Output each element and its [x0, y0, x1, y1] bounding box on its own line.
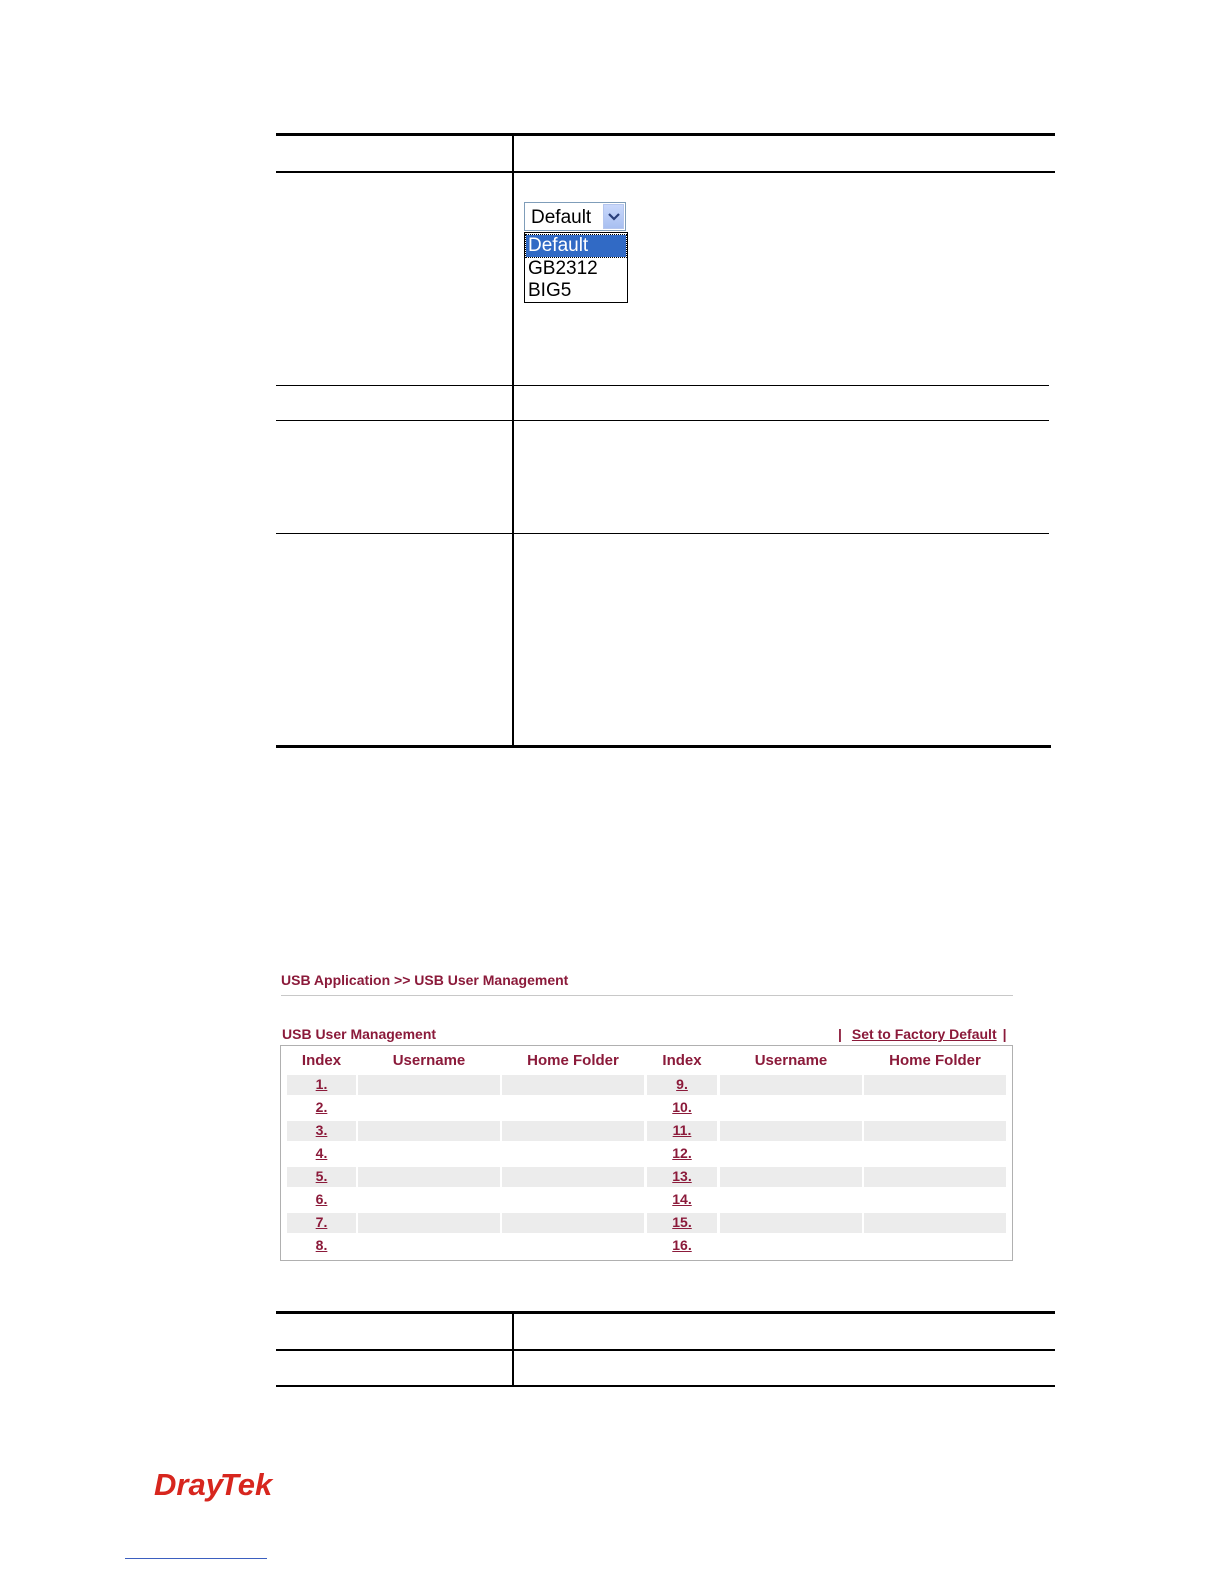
- table-rule: [276, 171, 1055, 173]
- username-cell: [720, 1190, 862, 1210]
- set-factory-default-link[interactable]: Set to Factory Default: [851, 1026, 997, 1042]
- factory-default-area: [838, 1026, 1007, 1042]
- user-index-link[interactable]: 8.: [315, 1237, 328, 1253]
- username-cell: [358, 1190, 500, 1210]
- home-folder-cell: [502, 1144, 644, 1164]
- table-rule: [276, 533, 1049, 534]
- index-cell: [287, 1144, 356, 1164]
- table-rule: [276, 1311, 1055, 1314]
- column-header-home-folder: Home Folder: [527, 1052, 619, 1069]
- home-folder-cell: [864, 1144, 1006, 1164]
- username-cell: [720, 1236, 862, 1256]
- user-index-link[interactable]: 11.: [672, 1122, 692, 1138]
- home-folder-cell: [502, 1236, 644, 1256]
- home-folder-cell: [864, 1236, 1006, 1256]
- separator: |: [838, 1026, 842, 1042]
- svg-text:Dray: Dray: [154, 1467, 223, 1502]
- username-cell: [358, 1075, 500, 1095]
- user-index-link[interactable]: 10.: [672, 1099, 692, 1115]
- username-cell: [720, 1144, 862, 1164]
- username-cell: [358, 1167, 500, 1187]
- draytek-logo-image: [152, 1466, 284, 1506]
- column-header-index: Index: [301, 1052, 342, 1069]
- index-cell: [287, 1075, 356, 1095]
- svg-text:Tek: Tek: [220, 1467, 273, 1502]
- home-folder-cell: [864, 1213, 1006, 1233]
- table-rule: [276, 1385, 1055, 1387]
- home-folder-cell: [502, 1190, 644, 1210]
- chevron-down-icon: [608, 212, 620, 222]
- home-folder-cell: [502, 1075, 644, 1095]
- column-header-username: Username: [392, 1052, 466, 1069]
- username-cell: [358, 1213, 500, 1233]
- index-cell: [287, 1098, 356, 1118]
- home-folder-cell: [502, 1213, 644, 1233]
- column-header-username: Username: [754, 1052, 828, 1069]
- user-index-link[interactable]: 2.: [315, 1099, 328, 1115]
- user-index-link[interactable]: 13.: [672, 1168, 692, 1184]
- column-divider: [512, 1311, 514, 1387]
- table-rule: [276, 420, 1049, 421]
- user-index-link[interactable]: 16.: [672, 1237, 692, 1253]
- index-cell: [647, 1098, 717, 1118]
- home-folder-cell: [502, 1098, 644, 1118]
- index-cell: [647, 1167, 717, 1187]
- index-cell: [647, 1190, 717, 1210]
- home-folder-cell: [502, 1167, 644, 1187]
- charset-option[interactable]: BIG5: [528, 280, 572, 301]
- home-folder-cell: [864, 1098, 1006, 1118]
- separator: |: [1002, 1026, 1007, 1042]
- user-index-link[interactable]: 14.: [672, 1191, 692, 1207]
- user-index-link[interactable]: 12.: [672, 1145, 692, 1161]
- draytek-logo: [152, 1466, 284, 1511]
- username-cell: [358, 1098, 500, 1118]
- index-cell: [647, 1144, 717, 1164]
- panel-title: USB User Management: [282, 1026, 437, 1042]
- user-index-link[interactable]: 7.: [315, 1214, 328, 1230]
- charset-select[interactable]: [524, 202, 626, 231]
- charset-select-value: Default: [531, 207, 592, 228]
- home-folder-cell: [502, 1121, 644, 1141]
- breadcrumb-divider: [281, 995, 1013, 996]
- home-folder-cell: [864, 1167, 1006, 1187]
- charset-option[interactable]: Default: [526, 235, 626, 257]
- home-folder-cell: [864, 1075, 1006, 1095]
- username-cell: [720, 1075, 862, 1095]
- username-cell: [720, 1121, 862, 1141]
- user-index-link[interactable]: 5.: [315, 1168, 328, 1184]
- user-index-link[interactable]: 6.: [315, 1191, 328, 1207]
- user-index-link[interactable]: 9.: [676, 1076, 688, 1092]
- user-index-link[interactable]: 4.: [315, 1145, 328, 1161]
- table-rule: [276, 745, 1051, 748]
- breadcrumb: USB Application >> USB User Management: [281, 972, 569, 988]
- dropdown-button[interactable]: [603, 204, 624, 229]
- column-divider: [512, 133, 514, 747]
- footer-rule: [125, 1558, 267, 1559]
- username-cell: [358, 1236, 500, 1256]
- home-folder-cell: [864, 1190, 1006, 1210]
- username-cell: [720, 1213, 862, 1233]
- index-cell: [287, 1236, 356, 1256]
- index-cell: [647, 1236, 717, 1256]
- username-cell: [358, 1144, 500, 1164]
- index-cell: [287, 1167, 356, 1187]
- table-rule: [276, 1349, 1055, 1351]
- table-rule: [276, 385, 1049, 386]
- column-header-index: Index: [662, 1052, 702, 1069]
- index-cell: [647, 1121, 717, 1141]
- index-cell: [287, 1121, 356, 1141]
- username-cell: [720, 1167, 862, 1187]
- charset-option[interactable]: GB2312: [528, 258, 598, 279]
- index-cell: [647, 1075, 717, 1095]
- index-cell: [287, 1190, 356, 1210]
- charset-option-list: [524, 232, 628, 303]
- column-header-home-folder: Home Folder: [889, 1052, 981, 1069]
- user-index-link[interactable]: 1.: [315, 1076, 328, 1092]
- index-cell: [287, 1213, 356, 1233]
- table-rule: [276, 133, 1055, 136]
- username-cell: [358, 1121, 500, 1141]
- home-folder-cell: [864, 1121, 1006, 1141]
- user-index-link[interactable]: 3.: [315, 1122, 328, 1138]
- user-index-link[interactable]: 15.: [672, 1214, 692, 1230]
- index-cell: [647, 1213, 717, 1233]
- username-cell: [720, 1098, 862, 1118]
